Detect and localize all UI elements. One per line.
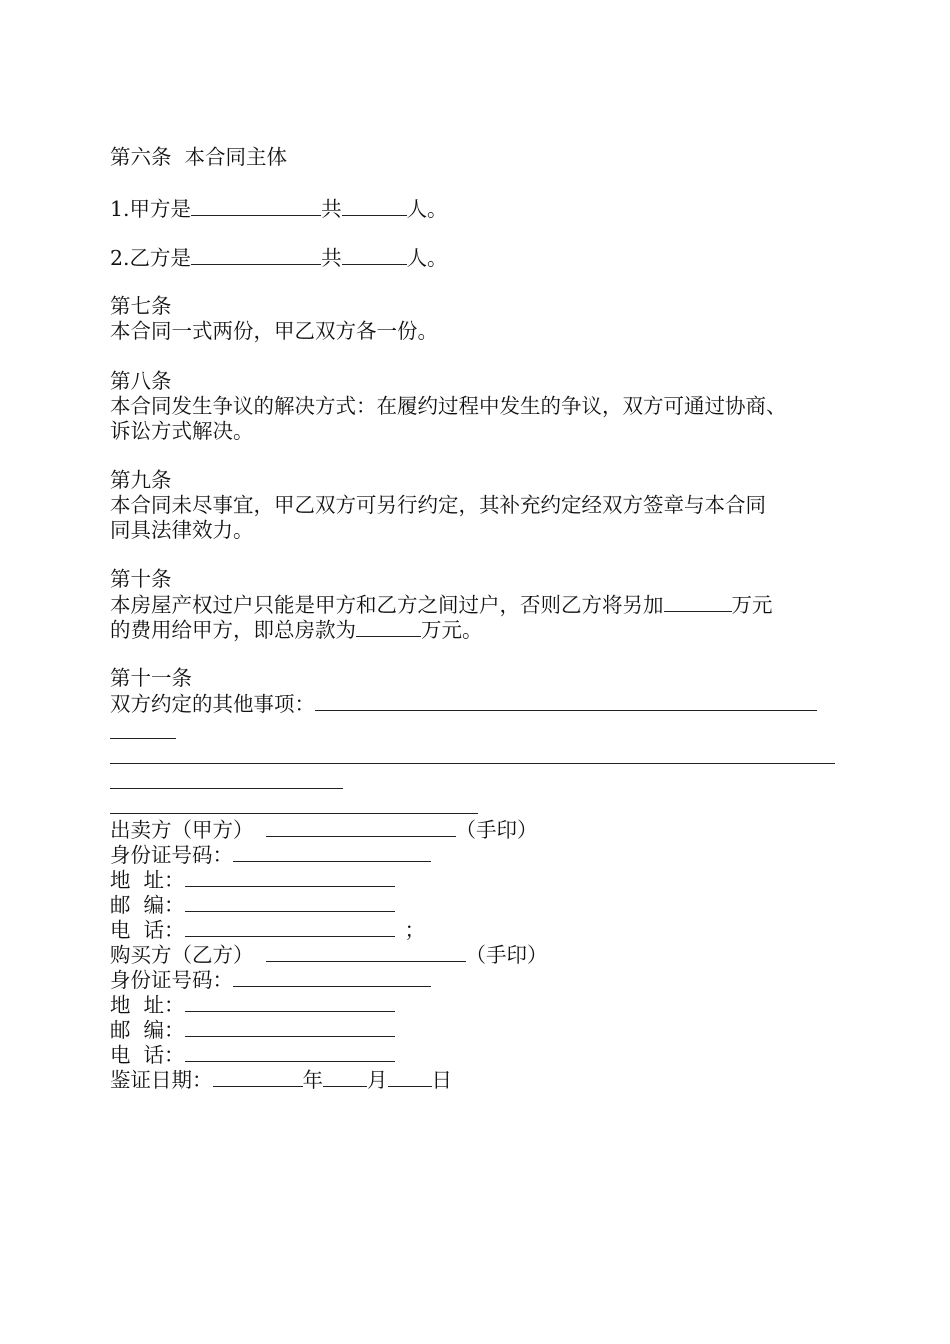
seller-id-line xyxy=(110,842,431,868)
article-9-text-line1: 本合同未尽事宜，甲乙双方可另行约定，其补充约定经双方签章与本合同 xyxy=(110,493,766,517)
seller-address-blank xyxy=(185,867,395,887)
seller-phone-suffix: ； xyxy=(404,918,426,942)
seller-phone-blank xyxy=(185,917,395,937)
buyer-address-label: 地 址： xyxy=(110,993,185,1017)
seller-postcode-line xyxy=(110,892,395,918)
other-matters-rule-2 xyxy=(110,763,835,764)
party-b-count-label: 共 xyxy=(321,246,342,270)
party-b-line xyxy=(110,245,448,271)
date-day-label: 日 xyxy=(431,1068,452,1092)
other-matters-rule-1 xyxy=(110,738,176,739)
buyer-label: 购买方（乙方） xyxy=(110,943,254,967)
article-10-unit-b: 万元。 xyxy=(421,618,483,642)
total-price-blank xyxy=(356,617,421,637)
article-10-heading: 第十条 xyxy=(110,567,172,591)
party-b-label: 2.乙方是 xyxy=(110,246,192,270)
extra-fee-blank xyxy=(664,592,732,612)
buyer-id-blank xyxy=(233,967,431,987)
article-7-heading: 第七条 xyxy=(110,294,172,318)
article-9-heading: 第九条 xyxy=(110,468,172,492)
buyer-address-line xyxy=(110,992,395,1018)
article-9-text-line2: 同具法律效力。 xyxy=(110,518,254,542)
seller-line xyxy=(110,817,538,843)
seller-id-blank xyxy=(233,842,431,862)
buyer-postcode-label: 邮 编： xyxy=(110,1018,185,1042)
date-day-blank xyxy=(388,1067,432,1087)
other-matters-rule-4 xyxy=(110,813,478,814)
article-10-line1 xyxy=(110,592,773,618)
seller-address-line xyxy=(110,867,395,893)
seller-phone-line xyxy=(110,917,425,943)
buyer-postcode-line xyxy=(110,1017,395,1043)
party-b-count-unit: 人。 xyxy=(406,246,448,270)
party-a-name-blank xyxy=(191,196,321,216)
buyer-phone-label: 电 话： xyxy=(110,1043,185,1067)
article-10-line2 xyxy=(110,617,483,643)
article-11-heading: 第十一条 xyxy=(110,666,192,690)
other-matters-label: 双方约定的其他事项： xyxy=(110,692,315,716)
buyer-address-blank xyxy=(185,992,395,1012)
article-10-text-a: 本房屋产权过户只能是甲方和乙方之间过户，否则乙方将另加 xyxy=(110,593,664,617)
date-year-label: 年 xyxy=(302,1068,323,1092)
date-year-blank xyxy=(213,1067,303,1087)
seller-postcode-blank xyxy=(185,892,395,912)
party-a-line xyxy=(110,196,448,222)
party-a-label: 1.甲方是 xyxy=(110,197,192,221)
buyer-name-blank xyxy=(266,942,466,962)
article-6-heading: 第六条 本合同主体 xyxy=(110,145,288,169)
certification-date-line xyxy=(110,1067,452,1093)
party-b-count-blank xyxy=(342,245,407,265)
article-8-text-line1: 本合同发生争议的解决方式：在履约过程中发生的争议，双方可通过协商、 xyxy=(110,394,787,418)
other-matters-rule-3 xyxy=(110,788,343,789)
party-a-count-blank xyxy=(342,196,407,216)
article-8-text-line2: 诉讼方式解决。 xyxy=(110,419,254,443)
buyer-id-line xyxy=(110,967,431,993)
article-8-heading: 第八条 xyxy=(110,369,172,393)
seller-id-label: 身份证号码： xyxy=(110,843,233,867)
seller-label: 出卖方（甲方） xyxy=(110,818,254,842)
other-matters-line xyxy=(110,691,817,717)
certification-date-label: 鉴证日期： xyxy=(110,1068,213,1092)
buyer-id-label: 身份证号码： xyxy=(110,968,233,992)
party-a-count-label: 共 xyxy=(321,197,342,221)
buyer-line xyxy=(110,942,548,968)
buyer-postcode-blank xyxy=(185,1017,395,1037)
seller-name-blank xyxy=(266,817,456,837)
party-a-count-unit: 人。 xyxy=(406,197,448,221)
date-month-blank xyxy=(323,1067,367,1087)
party-b-name-blank xyxy=(191,245,321,265)
article-10-unit-a: 万元 xyxy=(731,593,773,617)
seller-phone-label: 电 话： xyxy=(110,918,185,942)
seller-seal-label: （手印） xyxy=(455,818,538,842)
buyer-seal-label: （手印） xyxy=(465,943,548,967)
article-10-text-b: 的费用给甲方，即总房款为 xyxy=(110,618,356,642)
buyer-phone-line xyxy=(110,1042,395,1068)
buyer-phone-blank xyxy=(185,1042,395,1062)
article-7-text: 本合同一式两份，甲乙双方各一份。 xyxy=(110,319,438,343)
seller-postcode-label: 邮 编： xyxy=(110,893,185,917)
seller-address-label: 地 址： xyxy=(110,868,185,892)
other-matters-blank xyxy=(315,691,817,711)
date-month-label: 月 xyxy=(367,1068,388,1092)
